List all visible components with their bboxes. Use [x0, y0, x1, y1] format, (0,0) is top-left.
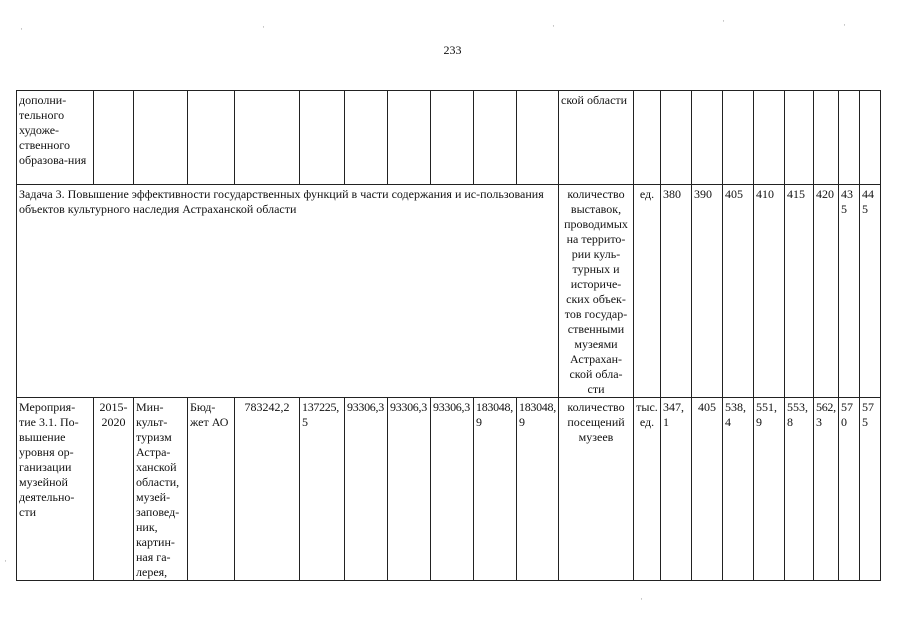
total-cell: 783242,2 [235, 398, 300, 581]
scan-speck: · [640, 594, 643, 604]
measure-row [17, 398, 881, 581]
continuation-row [17, 91, 881, 185]
scan-speck: · [262, 22, 265, 32]
task-row [17, 185, 881, 398]
year-amount-cell: 93306,3 [431, 398, 474, 581]
value-cell: 415 [785, 185, 814, 398]
value-cell: 575 [860, 398, 881, 581]
value-cell: 405 [723, 185, 754, 398]
year-amount-cell: 93306,3 [345, 398, 388, 581]
scan-speck: · [20, 24, 23, 34]
value-cell: 551,9 [754, 398, 785, 581]
source-cell: Бюд-жет АО [188, 398, 235, 581]
value-cell: 570 [839, 398, 860, 581]
scan-speck: · [722, 16, 725, 26]
value-cell: 405 [692, 398, 723, 581]
value-cell: 562,3 [814, 398, 839, 581]
unit-cell: ед. [634, 185, 661, 398]
indicator-cell: количество выставок, проводимых на террито-рии куль-турных и историче-ских объек-тов государ-ственными музеями Астрахан-ской обла-сти [559, 185, 634, 398]
period-cell: 2015-2020 [94, 398, 134, 581]
value-cell: 390 [692, 185, 723, 398]
value-cell: 347,1 [661, 398, 692, 581]
value-cell: 553,8 [785, 398, 814, 581]
value-cell: 380 [661, 185, 692, 398]
year-amount-cell: 93306,3 [388, 398, 431, 581]
year-amount-cell: 137225,5 [300, 398, 345, 581]
value-cell: 435 [839, 185, 860, 398]
task-title: Задача 3. Повышение эффективности государственных функций в части содержания и ис-пользования объектов культурного наследия Астраханской области [17, 185, 559, 398]
scan-speck: · [4, 556, 7, 566]
value-cell: 420 [814, 185, 839, 398]
year-amount-cell: 183048,9 [517, 398, 559, 581]
page-number: 233 [443, 43, 462, 57]
measure-name-cell: Мероприя-тие 3.1. По-вышение уровня ор-ганизации музейной деятельно-сти [17, 398, 94, 581]
value-cell: 445 [860, 185, 881, 398]
value-cell: 410 [754, 185, 785, 398]
executor-cell: Мин-культ-туризм Астра-ханской области, музей-заповед-ник, картин-ная га-лерея, [134, 398, 188, 581]
unit-cell: тыс. ед. [634, 398, 661, 581]
indicator-cell: количество посещений музеев [559, 398, 634, 581]
value-cell: 538,4 [723, 398, 754, 581]
program-table [16, 90, 881, 581]
scan-speck: · [552, 21, 555, 31]
indicator-cell: ской области [559, 91, 634, 185]
measure-name-cell: дополни-тельного художе-ственного образова-ния [17, 91, 94, 185]
year-amount-cell: 183048,9 [474, 398, 517, 581]
scan-speck: · [843, 20, 846, 30]
